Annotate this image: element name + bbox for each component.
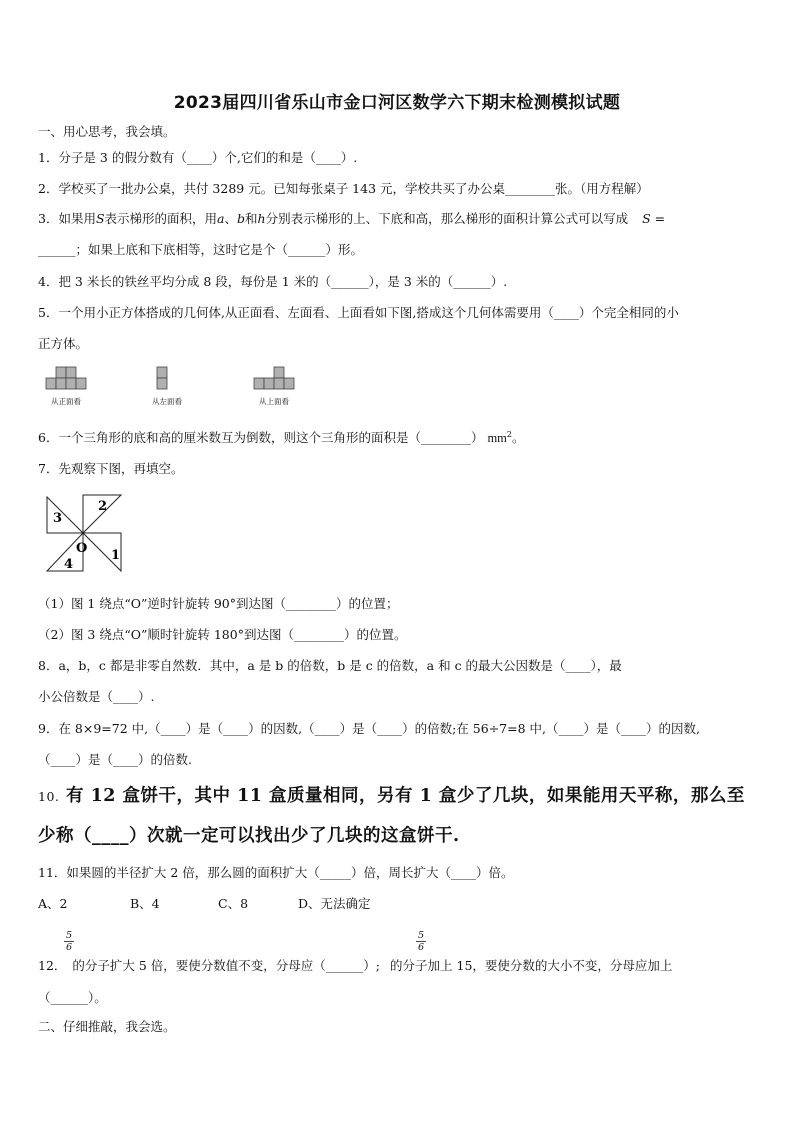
question-3-line-1 (38, 209, 665, 227)
question-10-line-2: 少称（____）次就一定可以找出少了几块的这盒饼干. (38, 826, 460, 846)
question-5-line-1: 5．一个用小正方体搭成的几何体,从正面看、左面看、上面看如下图,搭成这个几何体需要用（____）个完全相同的小 (38, 305, 679, 320)
question-9-line-2: （____）是（____）的倍数. (38, 752, 192, 767)
var-b: b (237, 211, 246, 226)
question-7-sub-2: （2）图 3 绕点“O”顺时针旋转 180°到达图（________）的位置。 (38, 627, 407, 642)
section-heading-2: 二、仔细推敲，我会选。 (38, 1019, 176, 1034)
front-view-icon (44, 365, 88, 393)
question-7-sub-1: （1）图 1 绕点“O”逆时针旋转 90°到达图（________）的位置； (38, 596, 399, 611)
question-3-line-2: ______；如果上底和下底相等，这时它是个（______）形。 (38, 242, 364, 257)
q12-text-2: 的分子加上 15，要使分数的大小不变，分母应加上 (390, 958, 673, 973)
question-10-line-1 (38, 782, 745, 807)
question-6 (38, 428, 525, 446)
var-h: h (257, 211, 266, 226)
front-view-caption: 从正面看 (51, 397, 81, 406)
option-a: A、2 (38, 896, 68, 911)
var-s: S (95, 211, 105, 226)
q6-end: 。 (512, 430, 525, 445)
section-heading-1: 一、用心思考，我会填。 (38, 124, 176, 139)
left-view (152, 365, 182, 407)
front-view (44, 365, 88, 407)
question-12-line-1 (38, 956, 672, 974)
q6-unit-sup: 2 (506, 429, 512, 439)
formula-s: S = (642, 211, 666, 226)
fraction-5-6-a (64, 931, 74, 952)
q3-sep: 、 (224, 211, 238, 226)
top-view-icon (252, 365, 296, 393)
frac-b-num: 5 (417, 930, 425, 941)
three-views-figure (44, 365, 344, 415)
center-o: O (76, 541, 88, 556)
var-a: a (217, 211, 225, 226)
q12-text-1: 的分子扩大 5 倍，要使分数值不变，分母应（______）; (72, 958, 381, 973)
top-view-caption: 从上面看 (259, 397, 289, 406)
fraction-5-6-b (416, 931, 426, 952)
question-12-line-2: （______）。 (38, 990, 107, 1005)
question-9-line-1: 9．在 8×9=72 中,（____）是（____）的因数,（____）是（____）的倍数;在 56÷7=8 中,（____）是（____）的因数, (38, 721, 700, 736)
label-2: 2 (98, 499, 108, 514)
question-7: 7．先观察下图，再填空。 (38, 461, 184, 476)
option-b: B、4 (130, 896, 160, 911)
label-4: 4 (64, 557, 74, 572)
frac-b-den: 6 (417, 942, 425, 953)
left-view-caption: 从左面看 (152, 397, 182, 406)
frac-a-num: 5 (65, 930, 73, 941)
q6-text: 6．一个三角形的底和高的厘米数互为倒数，则这个三角形的面积是（________） (38, 430, 484, 445)
question-5-line-2: 正方体。 (38, 336, 89, 351)
q3-text-2: 表示梯形的面积，用 (104, 211, 218, 226)
question-8-line-1: 8．a，b，c 都是非零自然数．其中，a 是 b 的倍数，b 是 c 的倍数，a 和 c 的最大公因数是（____），最 (38, 658, 622, 673)
left-view-icon (152, 365, 176, 393)
label-1: 1 (111, 548, 121, 563)
option-d: D、无法确定 (298, 896, 371, 911)
q12-prefix: 12． (38, 958, 67, 973)
question-4: 4．把 3 米长的铁丝平均分成 8 段，每份是 1 米的（______），是 3 米的（______）. (38, 274, 508, 289)
frac-a-den: 6 (65, 942, 73, 953)
q6-unit: mm (487, 431, 507, 445)
question-8-line-2: 小公倍数是（____）. (38, 689, 155, 704)
q10-text-1: 有 12 盒饼干，其中 11 盒质量相同，另有 1 盒少了几块，如果能用天平称，那么至 (65, 786, 745, 806)
top-view (252, 365, 296, 407)
question-2: 2．学校买了一批办公桌，共付 3289 元。已知每张桌子 143 元，学校共买了办公桌________张。（用方程解） (38, 181, 649, 196)
label-3: 3 (53, 511, 63, 526)
q3-text-1: 3．如果用 (38, 211, 96, 226)
question-11: 11．如果圆的半径扩大 2 倍，那么圆的面积扩大（_____）倍，周长扩大（____）倍。 (38, 865, 514, 880)
option-c: C、8 (218, 896, 249, 911)
q3-text-3: 和 (245, 211, 258, 226)
question-1: 1．分子是 3 的假分数有（____）个,它们的和是（____）. (38, 150, 358, 165)
q10-number: 10. (38, 789, 60, 804)
page-title: 2023届四川省乐山市金口河区数学六下期末检测模拟试题 (173, 93, 621, 113)
q3-text-4: 分别表示梯形的上、下底和高，那么梯形的面积计算公式可以写成 (265, 211, 629, 226)
pinwheel-figure (45, 491, 125, 575)
question-11-options (38, 894, 371, 912)
